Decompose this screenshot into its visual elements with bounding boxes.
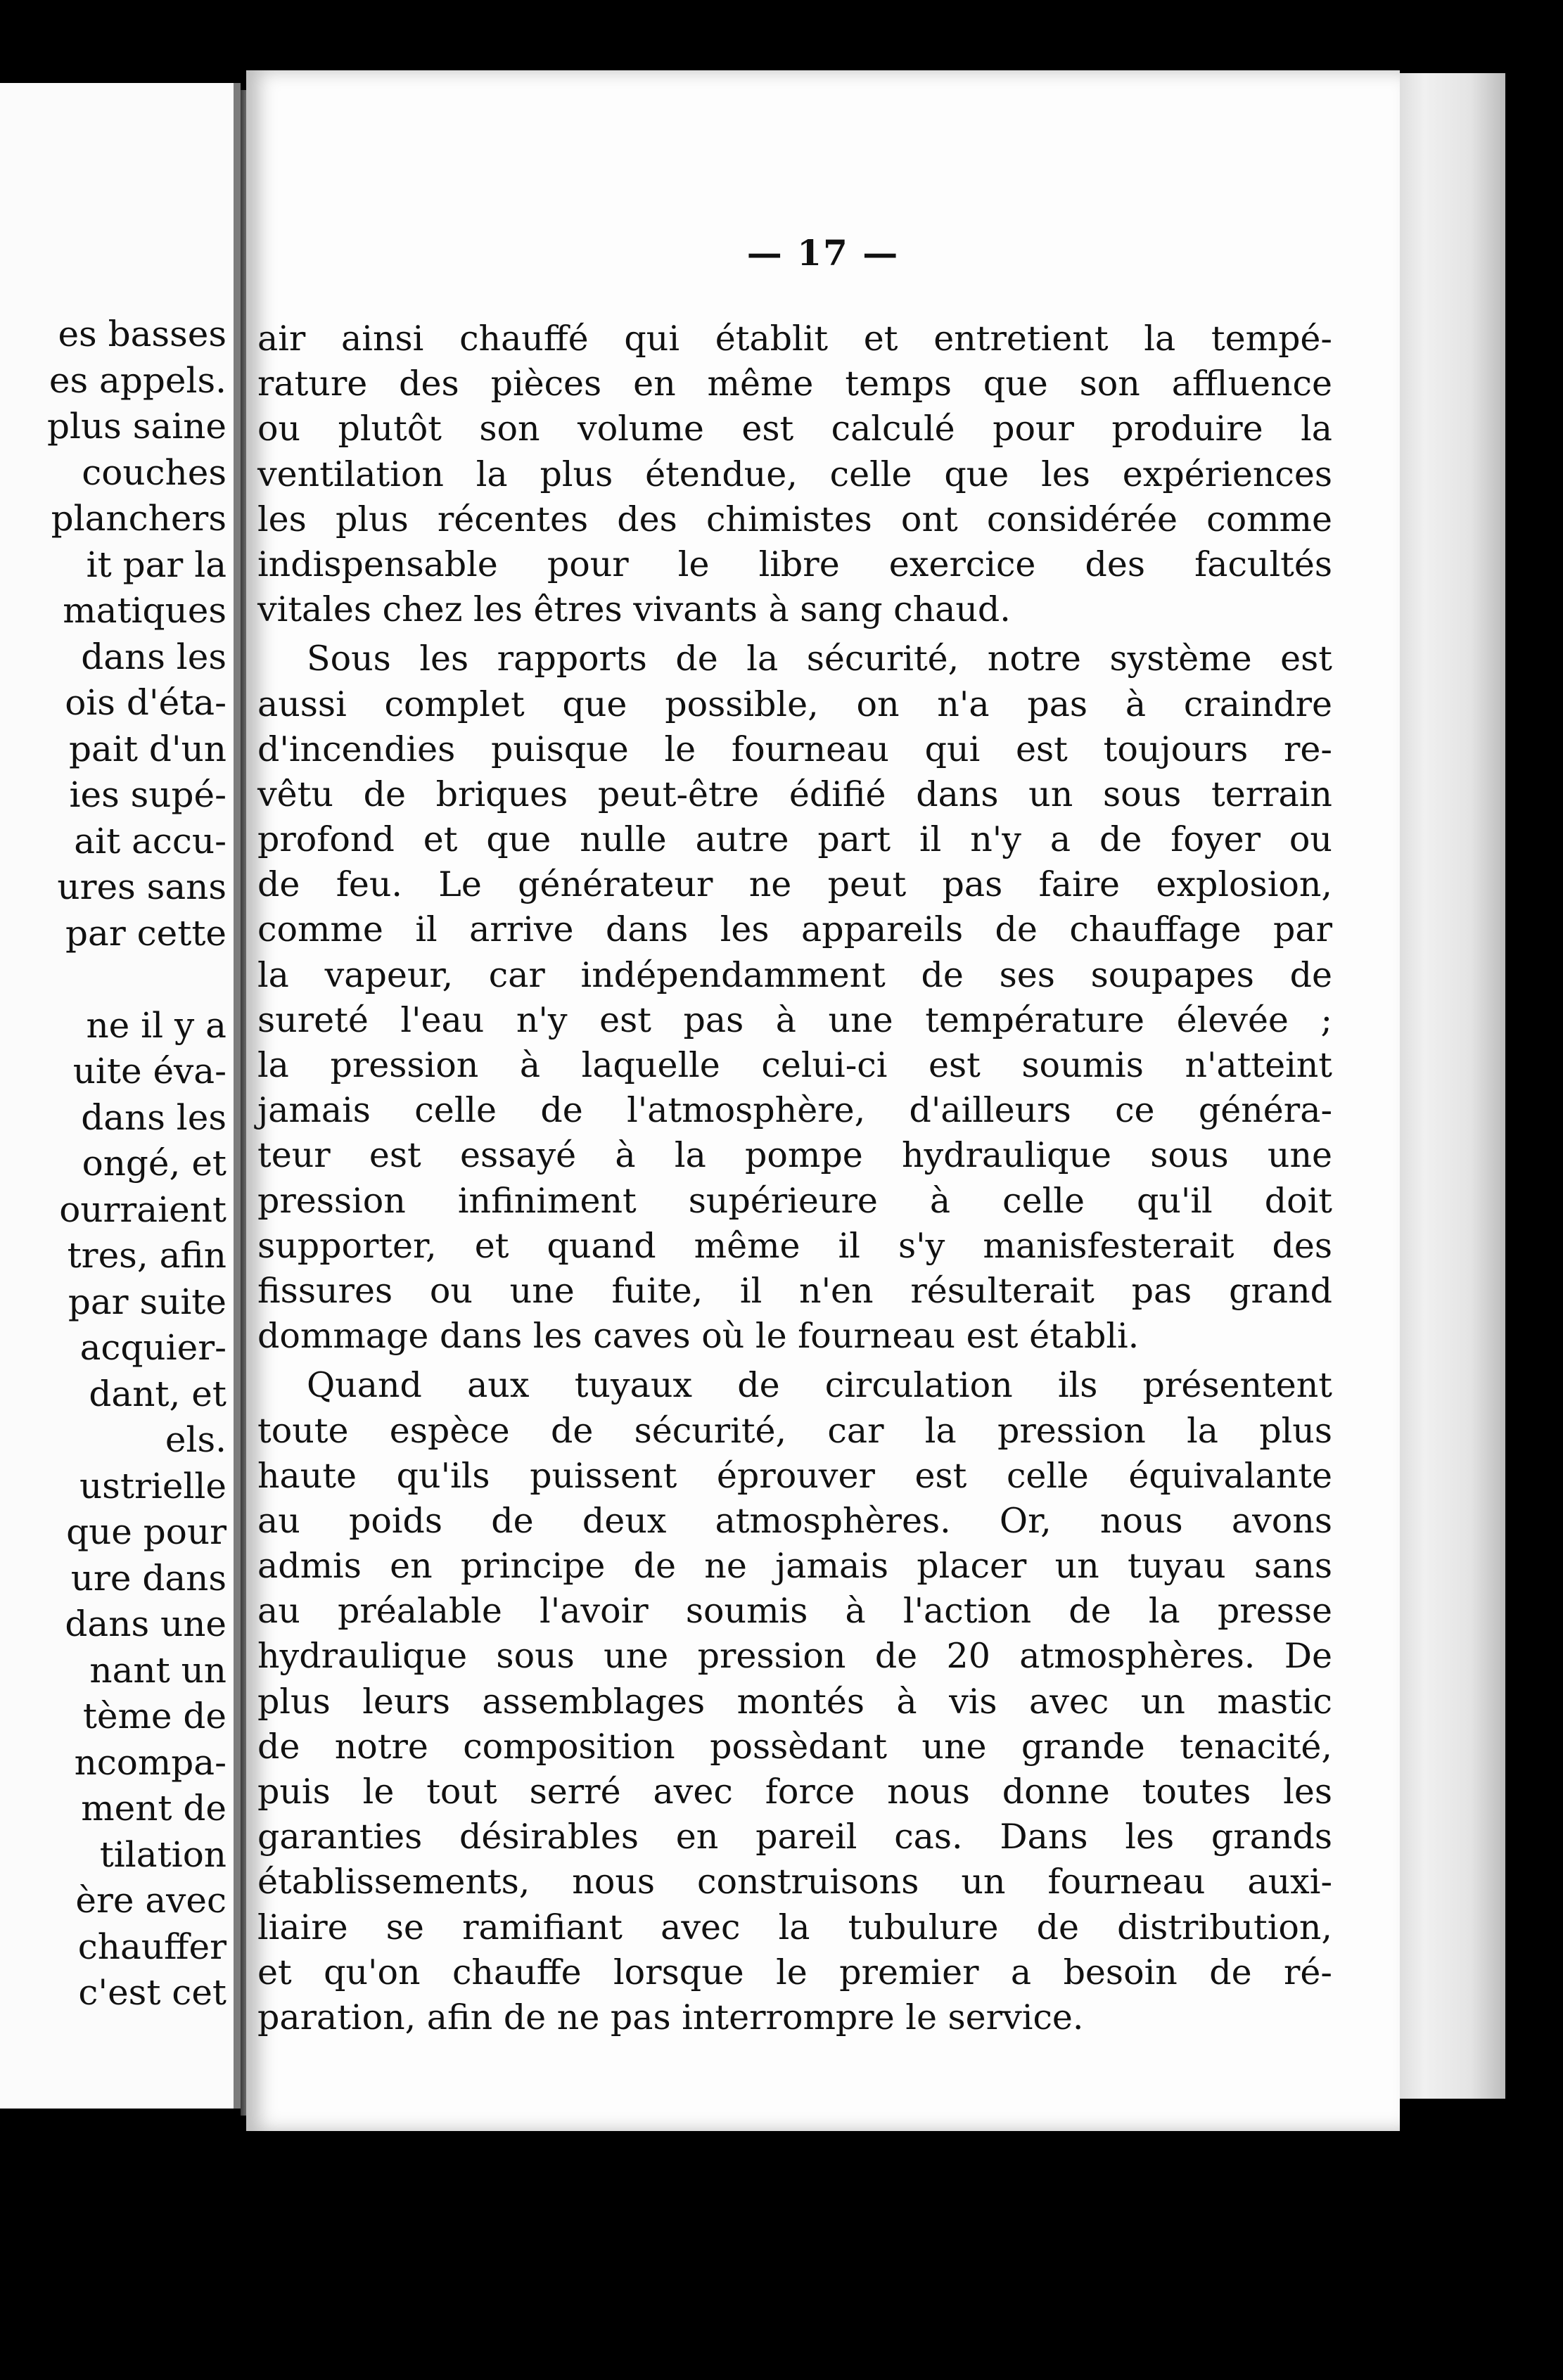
text-line: puis le tout serré avec force nous donne toutes les bbox=[257, 1772, 1332, 1812]
text-line: la pression à laquelle celui-ci est soumis n'atteint bbox=[257, 1045, 1332, 1085]
text-line: établissements, nous construisons un fourneau auxi- bbox=[257, 1862, 1332, 1902]
left-page-line: tème de bbox=[82, 1696, 227, 1736]
left-page-line: ait accu- bbox=[74, 820, 227, 862]
left-page-line: par suite bbox=[68, 1281, 227, 1322]
text-line: profond et que nulle autre part il n'y a de foyer ou bbox=[257, 819, 1332, 860]
left-page-line: dant, et bbox=[89, 1373, 227, 1414]
text-line: Sous les rapports de la sécurité, notre système est bbox=[307, 639, 1332, 679]
left-page-text bbox=[0, 312, 227, 2016]
left-page-line: nant un bbox=[89, 1649, 227, 1691]
body-text bbox=[257, 316, 1332, 2045]
text-line: jamais celle de l'atmosphère, d'ailleurs ce généra- bbox=[257, 1090, 1332, 1131]
paragraph bbox=[257, 636, 1332, 1359]
text-line: toute espèce de sécurité, car la pression la plus bbox=[257, 1410, 1332, 1451]
left-page-line: tres, afin bbox=[67, 1235, 227, 1276]
text-line: pression infiniment supérieure à celle qu'il doit bbox=[257, 1180, 1332, 1221]
left-page-line: c'est cet bbox=[78, 1972, 227, 2013]
text-line: paration, afin de ne pas interrompre le service. bbox=[257, 1997, 1084, 2037]
text-line: fissures ou une fuite, il n'en résulterait pas grand bbox=[257, 1270, 1332, 1311]
left-page-line: par cette bbox=[65, 912, 227, 954]
paragraph bbox=[257, 1363, 1332, 2040]
text-line: ou plutôt son volume est calculé pour produire la bbox=[257, 409, 1332, 449]
left-page-line: it par la bbox=[86, 544, 227, 585]
left-page-line: els. bbox=[165, 1419, 227, 1460]
left-page-line: pait d'un bbox=[69, 728, 227, 769]
left-page-line: chauffer bbox=[77, 1926, 227, 1967]
left-page-line: ures sans bbox=[57, 866, 227, 907]
left-page-line: ourraient bbox=[59, 1189, 227, 1230]
text-line: Quand aux tuyaux de circulation ils présentent bbox=[307, 1365, 1332, 1406]
text-line: et qu'on chauffe lorsque le premier a besoin de ré- bbox=[257, 1952, 1332, 1992]
left-page-line: couches bbox=[82, 452, 227, 493]
left-page-line: ustrielle bbox=[79, 1465, 227, 1506]
text-line: vêtu de briques peut-être édifié dans un sous terrain bbox=[257, 774, 1332, 814]
left-page-line: matiques bbox=[63, 590, 227, 631]
left-page-line: planchers bbox=[51, 498, 227, 539]
text-line: aussi complet que possible, on n'a pas à craindre bbox=[257, 684, 1332, 724]
left-page-line: ure dans bbox=[70, 1557, 227, 1599]
left-page-line: ne il y a bbox=[86, 1004, 227, 1046]
text-line: teur est essayé à la pompe hydraulique sous une bbox=[257, 1135, 1332, 1176]
left-page-line: uite éva- bbox=[72, 1051, 227, 1092]
text-line: ventilation la plus étendue, celle que les expériences bbox=[257, 454, 1332, 494]
text-line: haute qu'ils puissent éprouver est celle équivalante bbox=[257, 1455, 1332, 1496]
text-line: plus leurs assemblages montés à vis avec un mastic bbox=[257, 1681, 1332, 1722]
text-line: hydraulique sous une pression de 20 atmosphères. De bbox=[257, 1636, 1332, 1677]
text-line: la vapeur, car indépendamment de ses soupapes de bbox=[257, 954, 1332, 995]
left-page-line: dans une bbox=[65, 1604, 227, 1644]
text-line: admis en principe de ne jamais placer un tuyau sans bbox=[257, 1546, 1332, 1587]
left-page-line bbox=[0, 957, 227, 1003]
left-page-line: que pour bbox=[66, 1511, 227, 1552]
text-line: liaire se ramifiant avec la tubulure de distribution, bbox=[257, 1907, 1332, 1947]
text-line: de notre composition possèdant une grande tenacité, bbox=[257, 1726, 1332, 1767]
left-page-line: ment de bbox=[81, 1788, 227, 1829]
text-line: au préalable l'avoir soumis à l'action de la presse bbox=[257, 1591, 1332, 1632]
right-page bbox=[246, 70, 1400, 2131]
paragraph bbox=[257, 316, 1332, 632]
left-page-line: tilation bbox=[99, 1834, 227, 1875]
text-line: les plus récentes des chimistes ont considérée comme bbox=[257, 499, 1332, 539]
left-page-line: dans les bbox=[81, 1096, 227, 1138]
left-page-line: plus saine bbox=[46, 406, 227, 447]
text-line: air ainsi chauffé qui établit et entretient la tempé- bbox=[257, 319, 1332, 359]
text-line: rature des pièces en même temps que son affluence bbox=[257, 364, 1332, 404]
left-page-line: ère avec bbox=[75, 1880, 227, 1921]
text-line: sureté l'eau n'y est pas à une température élevée ; bbox=[257, 999, 1332, 1040]
text-line: supporter, et quand même il s'y manisfesterait des bbox=[257, 1225, 1332, 1266]
text-line: de feu. Le générateur ne peut pas faire explosion, bbox=[257, 864, 1332, 905]
page-edge bbox=[1389, 73, 1505, 2099]
left-page-line: acquier- bbox=[79, 1327, 227, 1368]
text-line: comme il arrive dans les appareils de chauffage par bbox=[257, 909, 1332, 950]
text-line: vitales chez les êtres vivants à sang chaud. bbox=[257, 589, 1011, 630]
text-line: d'incendies puisque le fourneau qui est toujours re- bbox=[257, 729, 1332, 769]
text-line: dommage dans les caves où le fourneau est établi. bbox=[257, 1316, 1140, 1357]
left-page-line: dans les bbox=[81, 636, 227, 677]
text-line: indispensable pour le libre exercice des facultés bbox=[257, 544, 1332, 584]
left-page-line: ongé, et bbox=[82, 1143, 227, 1184]
left-page-line: es appels. bbox=[49, 359, 227, 401]
left-page-line: ies supé- bbox=[69, 774, 227, 815]
text-line: garanties désirables en pareil cas. Dans les grands bbox=[257, 1817, 1332, 1857]
left-page-line: es basses bbox=[58, 314, 227, 354]
page-number: — 17 — bbox=[746, 232, 900, 274]
left-page-line: ncompa- bbox=[74, 1741, 227, 1783]
text-line: au poids de deux atmosphères. Or, nous avons bbox=[257, 1500, 1332, 1541]
left-page-fragment bbox=[0, 83, 241, 2109]
left-page-line: ois d'éta- bbox=[65, 682, 227, 723]
